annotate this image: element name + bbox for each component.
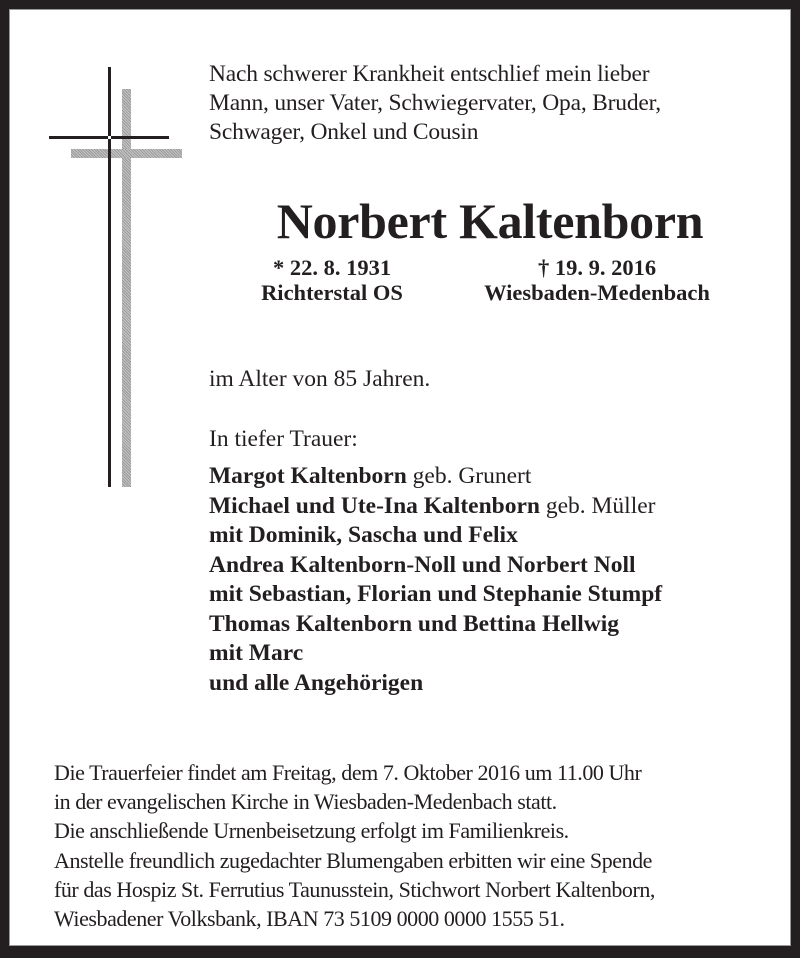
family-member	[209, 669, 662, 699]
birth-place: Richterstal OS	[261, 280, 403, 305]
birth-date: * 22. 8. 1931	[272, 255, 392, 280]
family-member-name: mit Marc	[209, 640, 304, 666]
family-member-name: mit Sebastian, Florian und Stephanie Stumpf	[209, 581, 663, 607]
mourning-heading: In tiefer Trauer:	[209, 426, 358, 452]
death-date: † 19. 9. 2016	[537, 255, 657, 280]
age-text: im Alter von 85 Jahren.	[209, 366, 431, 392]
family-member	[209, 639, 662, 669]
cross-intersection	[108, 136, 111, 139]
family-member-note: geb. Grunert	[406, 463, 532, 489]
intro-line: Nach schwerer Krankheit entschlief mein lieber	[209, 61, 650, 87]
footer-line: für das Hospiz St. Ferrutius Taunusstein, Stichwort Norbert Kaltenborn,	[54, 876, 655, 902]
family-list	[209, 462, 662, 698]
family-member	[209, 521, 662, 551]
family-member	[209, 580, 662, 610]
footer-line: Die anschließende Urnenbeisetzung erfolgt im Familienkreis.	[54, 818, 569, 844]
family-member	[209, 551, 662, 581]
family-member-note: geb. Müller	[539, 492, 656, 519]
footer-line: Anstelle freundlich zugedachter Blumengaben erbitten wir eine Spende	[54, 847, 653, 873]
family-member	[209, 492, 662, 522]
family-member-name: mit Dominik, Sascha und Felix	[209, 522, 518, 548]
footer-line: Die Trauerfeier findet am Freitag, dem 7. Oktober 2016 um 11.00 Uhr	[54, 760, 642, 785]
obituary-notice	[9, 9, 791, 946]
intro-line: Mann, unser Vater, Schwiegervater, Opa, Bruder,	[209, 90, 661, 116]
cross-vertical-line	[108, 67, 111, 487]
cross-shadow-horizontal	[71, 149, 182, 158]
cross-icon	[10, 10, 210, 510]
funeral-details	[54, 758, 655, 933]
footer-line: in der evangelischen Kirche in Wiesbaden-Medenbach statt.	[54, 789, 557, 815]
family-member-name: Thomas Kaltenborn und Bettina Hellwig	[209, 610, 619, 637]
family-member	[209, 610, 662, 640]
family-member-name: und alle Angehörigen	[209, 669, 424, 696]
death-info	[448, 255, 746, 305]
family-member-name: Andrea Kaltenborn-Noll und Norbert Noll	[209, 551, 636, 578]
deceased-name: Norbert Kaltenborn	[276, 193, 704, 249]
death-place: Wiesbaden-Medenbach	[484, 280, 710, 305]
family-member-name: Michael und Ute-Ina Kaltenborn	[209, 492, 540, 519]
family-member-name: Margot Kaltenborn	[209, 463, 407, 489]
intro-text	[209, 60, 661, 147]
intro-line: Schwager, Onkel und Cousin	[209, 119, 479, 145]
birth-info	[232, 255, 432, 305]
footer-line: Wiesbadener Volksbank, IBAN 73 5109 0000 0000 1555 51.	[54, 906, 565, 932]
family-member	[209, 462, 662, 492]
